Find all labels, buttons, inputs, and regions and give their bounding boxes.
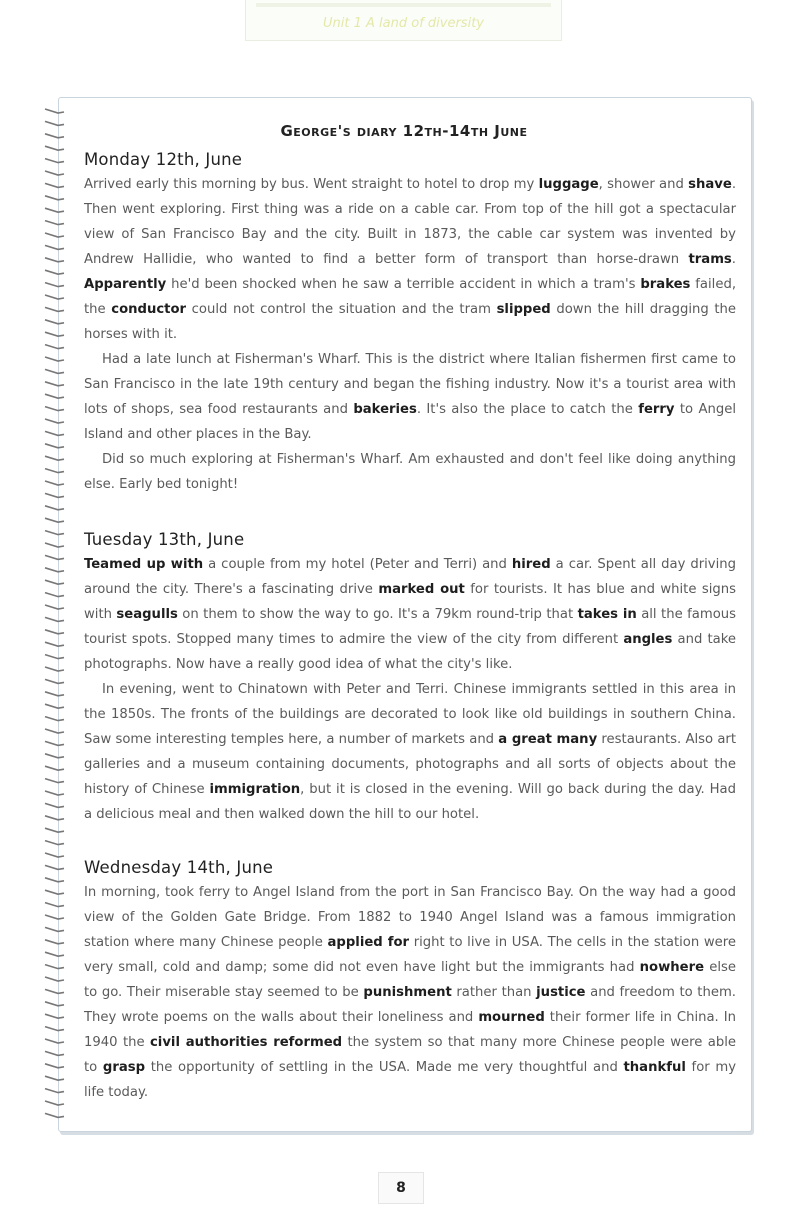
spiral-coil xyxy=(45,717,64,721)
diary-entry-wednesday xyxy=(84,858,736,1105)
vocab-word: trams xyxy=(688,252,732,267)
spiral-coil xyxy=(45,1089,64,1093)
vocab-word: takes in xyxy=(577,607,637,622)
spiral-coil xyxy=(45,431,64,435)
spiral-coil xyxy=(45,580,64,584)
vocab-word: brakes xyxy=(640,277,691,292)
spiral-coil xyxy=(45,419,64,423)
spiral-coil xyxy=(45,1064,64,1068)
spiral-coil xyxy=(45,903,64,907)
text-run: and take photographs. Now have a really good idea of what the city's like. xyxy=(84,632,736,672)
spiral-coil xyxy=(45,407,64,411)
vocab-word: thankful xyxy=(623,1060,686,1075)
vocab-word: seagulls xyxy=(116,607,178,622)
spiral-coil xyxy=(45,332,64,336)
spiral-coil xyxy=(45,171,64,175)
text-run: , shower and xyxy=(598,177,689,192)
spiral-coil xyxy=(45,791,64,795)
spiral-coil xyxy=(45,394,64,398)
text-run: , but it is closed in the evening. Will go back during the day. Had a delicious meal and then walked down the hill to our hotel. xyxy=(84,782,736,822)
text-run: . xyxy=(731,252,736,267)
spiral-coil xyxy=(45,469,64,473)
spiral-coil xyxy=(45,270,64,274)
spiral-coil xyxy=(45,518,64,522)
spiral-coil xyxy=(45,1039,64,1043)
text-run: a car. Spent all day driving around the city. There's a fascinating drive xyxy=(84,557,737,597)
vocab-word: justice xyxy=(536,985,586,1000)
spiral-coil xyxy=(45,208,64,212)
spiral-coil xyxy=(45,878,64,882)
text-run: all the famous tourist spots. Stopped many times to admire the view of the city from different xyxy=(84,607,736,647)
spiral-coil xyxy=(45,741,64,745)
vocab-word: mourned xyxy=(478,1010,545,1025)
spiral-coil xyxy=(45,493,64,497)
vocab-word: slipped xyxy=(496,302,551,317)
spiral-coil xyxy=(45,295,64,299)
text-run: Did so much exploring at Fisherman's Wharf. Am exhausted and don't feel like doing anything else. Early bed tonight! xyxy=(84,452,736,492)
spiral-coil xyxy=(45,965,64,969)
text-run: and freedom to them. They wrote poems on the walls about their loneliness and xyxy=(84,985,736,1025)
vocab-word: ferry xyxy=(638,402,675,417)
vocab-word: marked out xyxy=(378,582,465,597)
text-run: . Then went exploring. First thing was a ride on a cable car. From top of the hill got a spectacular view of San Francisco Bay and the city. Built in 1873, the cable car system was invented by Andrew Hallidie, who wanted to find a better form of transport than horse-drawn xyxy=(84,177,737,267)
vocab-word: applied for xyxy=(327,935,410,950)
vocab-word: angles xyxy=(623,632,673,647)
text-run: he'd been shocked when he saw a terrible accident in which a tram's xyxy=(166,277,641,292)
text-run: failed, the xyxy=(84,277,737,317)
spiral-coil xyxy=(45,692,64,696)
spiral-coil xyxy=(45,456,64,460)
spiral-coil xyxy=(45,1101,64,1105)
spiral-coil xyxy=(45,952,64,956)
spiral-coil xyxy=(45,1051,64,1055)
spiral-coil xyxy=(45,531,64,535)
spiral-coil xyxy=(45,369,64,373)
text-run: to Angel Island and other places in the Bay. xyxy=(84,402,736,442)
spiral-coil xyxy=(45,233,64,237)
entry-body xyxy=(84,552,736,827)
vocab-word: luggage xyxy=(538,177,599,192)
unit-header-tab xyxy=(245,0,562,41)
spiral-coil xyxy=(45,655,64,659)
spiral-coil xyxy=(45,704,64,708)
spiral-coil xyxy=(45,803,64,807)
entry-heading: Wednesday 14th, June xyxy=(84,858,274,877)
spiral-coil xyxy=(45,940,64,944)
entry-heading: Tuesday 13th, June xyxy=(84,530,245,549)
entry-paragraph xyxy=(84,172,736,347)
spiral-coil xyxy=(45,283,64,287)
spiral-coil xyxy=(45,357,64,361)
text-run: right to live in USA. The cells in the station were very small, cold and damp; some did not even have light but the immigrants had xyxy=(84,935,736,975)
vocab-word: punishment xyxy=(363,985,452,1000)
text-run: Had a late lunch at Fisherman's Wharf. This is the district where Italian fishermen first came to San Francisco in the late 19th century and began the fishing industry. Now it's a tourist area with lots of shops, sea food restaurants and xyxy=(84,352,736,417)
spiral-coil xyxy=(45,630,64,634)
spiral-coil xyxy=(45,444,64,448)
spiral-coil xyxy=(45,382,64,386)
header-decor-bar xyxy=(256,3,551,7)
spiral-coil xyxy=(45,593,64,597)
spiral-coil xyxy=(45,543,64,547)
text-run: on them to show the way to go. It's a 79km round-trip that xyxy=(177,607,578,622)
diary-title: George's diary 12th-14th June xyxy=(280,122,528,140)
spiral-coil xyxy=(45,841,64,845)
vocab-word: nowhere xyxy=(639,960,705,975)
vocab-word: civil authorities reformed xyxy=(149,1035,343,1050)
spiral-coil xyxy=(45,307,64,311)
spiral-coil xyxy=(45,258,64,262)
text-run: restaurants. Also art galleries and a museum containing documents, photographs and all sorts of objects about the history of Chinese xyxy=(84,732,736,797)
text-run: rather than xyxy=(451,985,537,1000)
entry-paragraph xyxy=(84,347,736,447)
vocab-word: shave xyxy=(688,177,732,192)
spiral-coil xyxy=(45,890,64,894)
text-run: Arrived early this morning by bus. Went straight to hotel to drop my xyxy=(84,177,539,192)
spiral-binding xyxy=(41,103,71,1123)
spiral-coil xyxy=(45,853,64,857)
spiral-coil xyxy=(45,667,64,671)
spiral-coil xyxy=(45,617,64,621)
text-run: could not control the situation and the tram xyxy=(186,302,497,317)
entry-paragraph xyxy=(84,880,736,1105)
spiral-coil xyxy=(45,196,64,200)
text-run: a couple from my hotel (Peter and Terri) and xyxy=(203,557,512,572)
page-number: 8 xyxy=(378,1172,424,1204)
spiral-coil xyxy=(45,1113,64,1117)
spiral-coil xyxy=(45,865,64,869)
spiral-coil xyxy=(45,1027,64,1031)
spiral-coil xyxy=(45,754,64,758)
spiral-coil xyxy=(45,1002,64,1006)
vocab-word: bakeries xyxy=(353,402,417,417)
entry-heading: Monday 12th, June xyxy=(84,150,243,169)
spiral-coil xyxy=(45,568,64,572)
spiral-coil xyxy=(45,146,64,150)
spiral-coil xyxy=(45,766,64,770)
text-run: else to go. Their miserable stay seemed to be xyxy=(84,960,736,1000)
spiral-coil xyxy=(45,481,64,485)
spiral-coil xyxy=(45,816,64,820)
spiral-coil xyxy=(45,642,64,646)
text-run: In morning, took ferry to Angel Island from the port in San Francisco Bay. On the way had a good view of the Golden Gate Bridge. From 1882 to 1940 Angel Island was a famous immigration station where many Chinese people xyxy=(84,885,736,950)
spiral-coil xyxy=(45,1076,64,1080)
vocab-word: Teamed up with xyxy=(84,557,204,572)
diary-entry-tuesday xyxy=(84,530,736,827)
spiral-coil xyxy=(45,729,64,733)
spiral-coil xyxy=(45,555,64,559)
text-run: . It's also the place to catch the xyxy=(416,402,639,417)
entry-body xyxy=(84,880,736,1105)
spiral-coil xyxy=(45,221,64,225)
spiral-coil xyxy=(45,345,64,349)
text-run: for tourists. It has blue and white signs with xyxy=(84,582,736,622)
text-run: In evening, went to Chinatown with Peter and Terri. Chinese immigrants settled in this area in the 1850s. The fronts of the buildings are decorated to look like old buildings in southern China. Saw some interesting temples here, a number of markets and xyxy=(84,682,736,747)
vocab-word: a great many xyxy=(498,732,598,747)
spiral-coil xyxy=(45,109,64,113)
spiral-coil xyxy=(45,779,64,783)
vocab-word: conductor xyxy=(111,302,187,317)
spiral-coil xyxy=(45,183,64,187)
text-run: the opportunity of settling in the USA. Made me very thoughtful and xyxy=(145,1060,624,1075)
spiral-coil xyxy=(45,605,64,609)
text-run: the system so that many more Chinese people were able to xyxy=(84,1035,737,1075)
spiral-coil xyxy=(45,679,64,683)
spiral-coil xyxy=(45,245,64,249)
entry-paragraph xyxy=(84,447,736,497)
spiral-coil xyxy=(45,989,64,993)
spiral-coil xyxy=(45,159,64,163)
unit-title: Unit 1 A land of diversity xyxy=(323,16,484,31)
entry-body xyxy=(84,172,736,497)
spiral-coil xyxy=(45,506,64,510)
spiral-coil xyxy=(45,1014,64,1018)
spiral-coil xyxy=(45,915,64,919)
text-run: their former life in China. In 1940 the xyxy=(84,1010,736,1050)
spiral-coil xyxy=(45,927,64,931)
vocab-word: Apparently xyxy=(84,277,167,292)
diary-entry-monday xyxy=(84,150,736,497)
spiral-coil xyxy=(45,828,64,832)
text-run: down the hill dragging the horses with it. xyxy=(84,302,737,342)
vocab-word: hired xyxy=(511,557,551,572)
entry-paragraph xyxy=(84,677,736,827)
spiral-coil xyxy=(45,320,64,324)
entry-paragraph xyxy=(84,552,736,677)
vocab-word: immigration xyxy=(209,782,301,797)
text-run: for my life today. xyxy=(84,1060,736,1100)
vocab-word: grasp xyxy=(102,1060,146,1075)
spiral-coil xyxy=(45,977,64,981)
